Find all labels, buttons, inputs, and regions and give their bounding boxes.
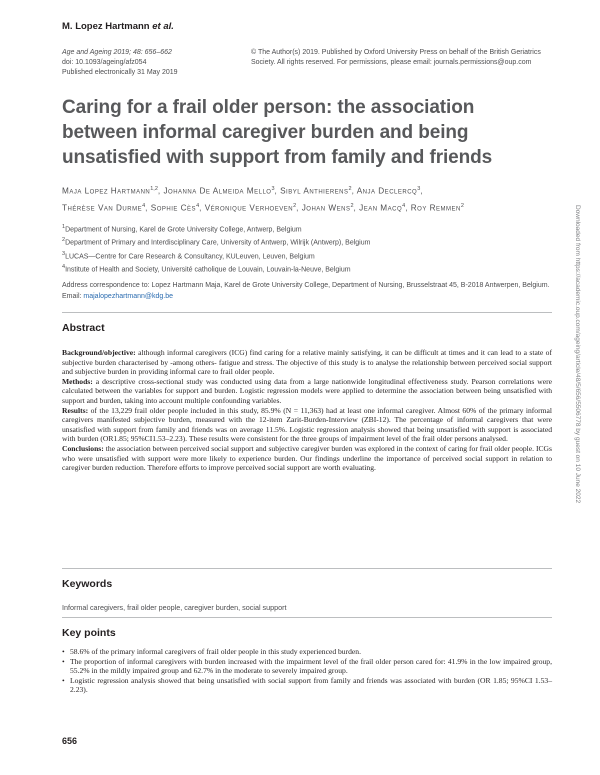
correspondence-text: Address correspondence to: Lopez Hartmann Maja, Karel de Grote University College, Department of Nursing, Brusselstraat 45, B-2018 Antwerpen, Belgium. Email:	[62, 282, 550, 300]
divider	[62, 312, 552, 313]
affiliation-number: 2	[62, 237, 66, 244]
divider	[62, 617, 552, 618]
citation-line: Age and Ageing 2019; 48: 656–662	[62, 49, 172, 56]
author-name: Roy Remmen	[410, 203, 461, 213]
running-head	[62, 21, 174, 32]
affiliation-text: Institute of Health and Society, Université catholique de Louvain, Louvain-la-Neuve, Belgium	[65, 266, 351, 274]
abstract-paragraph	[62, 406, 552, 444]
affiliation-text: LUCAS—Centre for Care Research & Consultancy, KULeuven, Leuven, Belgium	[65, 252, 315, 260]
author-name: Jean Macq	[359, 203, 403, 213]
correspondence-email-link[interactable]: majalopezhartmann@kdg.be	[83, 293, 174, 300]
affiliation-list	[62, 222, 542, 275]
download-watermark: Downloaded from https://academic.oup.com/ageing/article/48/5/656/5506778 by guest on 10 June 2022	[574, 205, 581, 504]
abstract-section-text: the association between perceived social support and subjective caregiver burden was explored in the context of caring for frail older people. ICGs who were unsatisfied with support were more likely to experience burden. Our findings underline the importance of perceived social support in relation to caregiver burden reduction. Therefore efforts to improve perceived social support are worth evaluating.	[62, 443, 552, 473]
author-name: Sibyl Anthierens	[280, 186, 349, 196]
affiliation-text: Department of Nursing, Karel de Grote University College, Antwerp, Belgium	[65, 226, 302, 234]
author-affiliation-marker: 2	[460, 202, 464, 209]
author-name: Véronique Verhoeven	[204, 203, 294, 213]
abstract-section-text: of the 13,229 frail older people included in this study, 85.9% (N = 11,363) had at least one informal caregiver. Almost 60% of the primary informal caregivers manifested subjective burden, measured with the 12-item Zarit-Burden-Interview (ZBI-12). The percentage of informal caregivers that were unsatisfied with support from family and friends was on average 11.5%. Logistic regression analysis showed that being unsatisfied with support is associated with burden (OR1.85; 95%CI1.53–2.23). These results were consistent for the three groups of impairment level of the frail older persons analysed.	[62, 405, 552, 444]
affiliation-number: 4	[62, 263, 66, 270]
copyright-notice: © The Author(s) 2019. Published by Oxford University Press on behalf of the British Geriatrics Society. All rights reserved. For permissions, please email: journals.permissions@oup.com	[251, 49, 541, 66]
abstract-section-label: Results:	[62, 405, 89, 415]
published-line: Published electronically 31 May 2019	[62, 69, 178, 76]
author-affiliation-marker: 2	[348, 186, 352, 192]
abstract-heading: Abstract	[62, 322, 105, 334]
author-name: Johan Wens	[301, 203, 351, 213]
abstract-paragraph	[62, 348, 552, 377]
publication-metadata	[62, 48, 242, 78]
author-affiliation-marker: 3	[271, 186, 275, 192]
author-name: Sophie Cès	[150, 203, 197, 213]
affiliation-item	[62, 262, 542, 275]
author-name: Johanna De Almeida Mello	[163, 186, 272, 196]
author-name: Anja Declercq	[356, 186, 418, 196]
affiliation-number: 3	[62, 250, 66, 257]
author-name: Thérèse Van Durme	[62, 203, 143, 213]
abstract-paragraph	[62, 377, 552, 406]
key-points-list	[62, 647, 552, 695]
article-title: Caring for a frail older person: the association between informal caregiver burden and being unsatisfied with support from family and friends	[62, 97, 493, 168]
author-affiliation-marker: 2	[350, 202, 354, 209]
affiliation-item	[62, 222, 542, 235]
author-affiliation-marker: 4	[402, 202, 406, 209]
divider	[62, 568, 552, 569]
author-name: Maja Lopez Hartmann	[62, 186, 151, 196]
doi-line: doi: 10.1093/ageing/afz054	[62, 59, 147, 66]
affiliation-item	[62, 235, 542, 248]
affiliation-number: 1	[62, 224, 66, 230]
abstract-body	[62, 348, 552, 473]
page-number: 656	[62, 736, 78, 746]
abstract-section-label: Conclusions:	[62, 443, 104, 453]
affiliation-text: Department of Primary and Interdisciplinary Care, University of Antwerp, Wilrijk (Antwerp), Belgium	[65, 239, 371, 247]
key-point-item: • The proportion of informal caregivers with burden increased with the impairment level of the frail older person cared for: 41.9% in the low impaired group, 55.2% in the mildly impaired group and 62.7% in the moderate to severely impaired group.	[62, 657, 552, 676]
affiliation-item	[62, 249, 542, 262]
abstract-paragraph	[62, 444, 552, 473]
author-affiliation-marker: 4	[196, 202, 200, 209]
author-list: Maja Lopez Hartmann$^{1,2}$, Johanna De Almeida Mello$^3$, Sibyl Anthierens$^2$, Anja Declercq$^3$, Thérèse Van Durme$^4$, Sophie Cès$^4$, Véronique Verhoeven$^2$, Johan Wens$^2$, Jean Macq$^4$, Roy Remmen$^2$	[62, 186, 464, 213]
author-affiliation-marker: 3	[417, 186, 421, 192]
running-head-author: M. Lopez Hartmann	[62, 21, 150, 32]
author-affiliation-marker: 2	[293, 202, 297, 209]
key-points-heading: Key points	[62, 627, 116, 639]
author-affiliation-marker: 1,2	[150, 186, 158, 192]
abstract-section-label: Methods:	[62, 376, 93, 386]
correspondence	[62, 280, 552, 302]
abstract-section-text: although informal caregivers (ICG) find caring for a relative mainly satisfying, it can be difficult at times and it can lead to a state of subjective burden characterised by -among others- fatigue and stress. The objective of this study is to analyse the relationship between perceived social support and subjective burden in providing informal care to frail older people.	[62, 348, 553, 377]
abstract-section-text: a descriptive cross-sectional study was conducted using data from a large nationwide longitudinal effectiveness study. Pearson correlations were calculated between the variables for support and burden. Logistic regression models were applied to determine the association between being unsatisfied with support and burden, taking into account multiple confounding variables.	[62, 376, 552, 405]
author-affiliation-marker: 4	[142, 202, 146, 209]
keywords-text: Informal caregivers, frail older people, caregiver burden, social support	[62, 603, 287, 612]
running-head-etal: et al.	[152, 21, 174, 32]
key-point-item: • 58.6% of the primary informal caregivers of frail older people in this study experienced burden.	[62, 647, 552, 657]
keywords-heading: Keywords	[62, 578, 113, 590]
key-point-item: • Logistic regression analysis showed that being unsatisfied with social support from family and friends was associated with burden (OR 1.85; 95%CI 1.53–2.23).	[62, 676, 552, 695]
abstract-section-label: Background/objective:	[62, 348, 136, 357]
